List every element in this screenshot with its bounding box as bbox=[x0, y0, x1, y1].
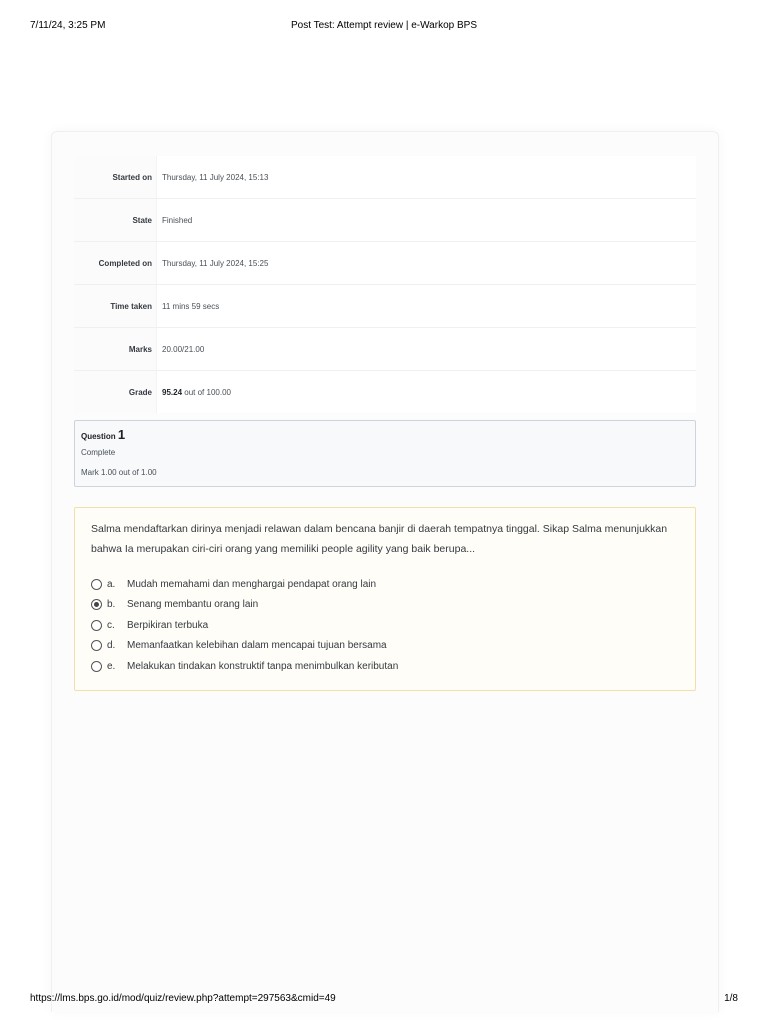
summary-label: Time taken bbox=[74, 285, 157, 327]
summary-value: 20.00/21.00 bbox=[162, 344, 205, 354]
answer-text: Melakukan tindakan konstruktif tanpa menimbulkan keributan bbox=[127, 660, 399, 672]
grade-out-of: out of 100.00 bbox=[182, 387, 231, 397]
print-page-title: Post Test: Attempt review | e-Warkop BPS bbox=[290, 20, 477, 31]
print-page-number: 1/8 bbox=[724, 993, 738, 1004]
attempt-summary-table bbox=[74, 156, 696, 413]
summary-label: Completed on bbox=[74, 242, 157, 284]
quiz-review-card bbox=[51, 131, 719, 1012]
question-info-box bbox=[74, 420, 696, 487]
answer-letter: c. bbox=[107, 619, 115, 631]
radio-button-selected[interactable] bbox=[91, 599, 102, 610]
answer-letter: e. bbox=[107, 660, 116, 672]
summary-label: Marks bbox=[74, 328, 157, 370]
summary-value: Thursday, 11 July 2024, 15:13 bbox=[162, 172, 269, 182]
summary-value: 11 mins 59 secs bbox=[162, 301, 220, 311]
print-footer bbox=[30, 993, 738, 1007]
summary-row-started-on bbox=[74, 156, 696, 198]
summary-row-completed-on bbox=[74, 241, 696, 284]
answer-text: Memanfaatkan kelebihan dalam mencapai tujuan bersama bbox=[127, 640, 387, 652]
summary-label: Started on bbox=[74, 156, 157, 198]
answer-option-b[interactable] bbox=[91, 595, 398, 616]
summary-value: Thursday, 11 July 2024, 15:25 bbox=[162, 258, 269, 268]
summary-label: State bbox=[74, 199, 157, 241]
answer-text: Berpikiran terbuka bbox=[127, 619, 209, 631]
question-title bbox=[81, 427, 125, 442]
question-mark: Mark 1.00 out of 1.00 bbox=[81, 468, 157, 477]
answer-option-d[interactable] bbox=[91, 636, 398, 657]
grade-value: 95.24 bbox=[162, 387, 183, 397]
answer-text: Mudah memahami dan menghargai pendapat orang lain bbox=[127, 578, 377, 590]
print-header bbox=[30, 20, 738, 34]
answer-letter: a. bbox=[107, 578, 116, 590]
summary-value bbox=[157, 388, 231, 397]
radio-button[interactable] bbox=[91, 620, 102, 631]
answer-letter: d. bbox=[107, 640, 116, 652]
answer-list bbox=[91, 574, 398, 677]
question-label: Question bbox=[81, 432, 118, 441]
answer-option-e[interactable] bbox=[91, 656, 398, 677]
summary-row-state bbox=[74, 198, 696, 241]
summary-row-marks bbox=[74, 327, 696, 370]
answer-option-c[interactable] bbox=[91, 615, 398, 636]
print-datetime: 7/11/24, 3:25 PM bbox=[30, 20, 106, 31]
radio-button[interactable] bbox=[91, 579, 102, 590]
question-content-box bbox=[74, 507, 696, 691]
summary-row-grade bbox=[74, 370, 696, 413]
radio-button[interactable] bbox=[91, 640, 102, 651]
answer-letter: b. bbox=[107, 599, 116, 611]
question-state: Complete bbox=[81, 448, 116, 457]
answer-text: Senang membantu orang lain bbox=[127, 599, 259, 611]
print-url: https://lms.bps.go.id/mod/quiz/review.php?attempt=297563&cmid=49 bbox=[30, 993, 336, 1004]
summary-label: Grade bbox=[74, 371, 157, 413]
summary-row-time-taken bbox=[74, 284, 696, 327]
radio-button[interactable] bbox=[91, 661, 102, 672]
answer-option-a[interactable] bbox=[91, 574, 398, 595]
question-text: Salma mendaftarkan dirinya menjadi relawan dalam bencana banjir di daerah tempatnya tinggal. Sikap Salma menunjukkan bahwa Ia merupakan ciri-ciri orang yang memiliki people agility yang baik berupa... bbox=[91, 523, 668, 555]
summary-value: Finished bbox=[162, 215, 193, 225]
question-number: 1 bbox=[117, 427, 126, 442]
